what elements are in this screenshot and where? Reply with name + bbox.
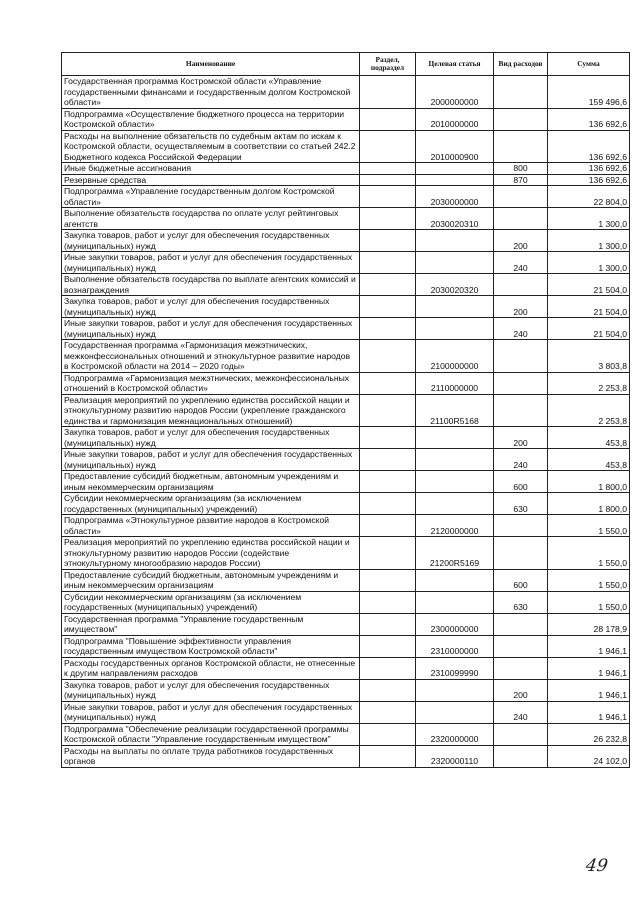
cell-name: Расходы на выплаты по оплате труда работников государственных органов (62, 745, 360, 767)
cell-name: Иные закупки товаров, работ и услуг для обеспечения государственных (муниципальных) нужд (62, 252, 360, 274)
cell-target-code (416, 679, 494, 701)
cell-expense-type (494, 130, 548, 163)
table-row (62, 613, 630, 635)
cell-target-code: 2030020320 (416, 274, 494, 296)
cell-section (360, 635, 416, 657)
cell-sum: 453,8 (548, 427, 630, 449)
cell-target-code (416, 230, 494, 252)
cell-expense-type (494, 745, 548, 767)
cell-section (360, 591, 416, 613)
table-row (62, 537, 630, 570)
cell-sum: 1 946,1 (548, 701, 630, 723)
cell-name: Государственная программа Костромской области «Управление государственными финансами и государственным долгом Костромской области» (62, 76, 360, 109)
cell-sum: 1 300,0 (548, 230, 630, 252)
table-row (62, 427, 630, 449)
cell-section (360, 76, 416, 109)
table-row (62, 449, 630, 471)
cell-section (360, 274, 416, 296)
cell-expense-type (494, 76, 548, 109)
cell-target-code (416, 174, 494, 186)
cell-expense-type (494, 635, 548, 657)
cell-expense-type (494, 613, 548, 635)
cell-expense-type (494, 208, 548, 230)
cell-expense-type (494, 657, 548, 679)
table-row (62, 515, 630, 537)
cell-target-code: 2320000110 (416, 745, 494, 767)
cell-target-code: 21100R5168 (416, 394, 494, 427)
cell-expense-type: 200 (494, 296, 548, 318)
table-row (62, 186, 630, 208)
table-row (62, 657, 630, 679)
cell-expense-type (494, 515, 548, 537)
cell-sum: 22 804,0 (548, 186, 630, 208)
cell-target-code (416, 471, 494, 493)
table-row (62, 274, 630, 296)
cell-expense-type (494, 108, 548, 130)
cell-section (360, 537, 416, 570)
cell-expense-type: 200 (494, 679, 548, 701)
cell-sum: 136 692,6 (548, 108, 630, 130)
cell-section (360, 130, 416, 163)
cell-sum: 1 946,1 (548, 635, 630, 657)
cell-target-code (416, 493, 494, 515)
cell-sum: 21 504,0 (548, 274, 630, 296)
cell-target-code (416, 569, 494, 591)
cell-sum: 1 946,1 (548, 679, 630, 701)
cell-name: Закупка товаров, работ и услуг для обеспечения государственных (муниципальных) нужд (62, 427, 360, 449)
cell-name: Выполнение обязательств государства по оплате услуг рейтинговых агентств (62, 208, 360, 230)
table-row (62, 493, 630, 515)
cell-section (360, 427, 416, 449)
cell-expense-type (494, 394, 548, 427)
cell-expense-type: 630 (494, 493, 548, 515)
cell-section (360, 613, 416, 635)
cell-section (360, 208, 416, 230)
cell-expense-type: 870 (494, 174, 548, 186)
cell-section (360, 108, 416, 130)
cell-sum: 26 232,8 (548, 723, 630, 745)
table-row (62, 635, 630, 657)
table-row (62, 394, 630, 427)
cell-target-code (416, 163, 494, 175)
table-row (62, 340, 630, 373)
cell-target-code: 2030000000 (416, 186, 494, 208)
cell-sum: 1 550,0 (548, 569, 630, 591)
cell-sum: 1 300,0 (548, 252, 630, 274)
cell-name: Расходы государственных органов Костромской области, не отнесенные к другим направлениям расходов (62, 657, 360, 679)
cell-name: Субсидии некоммерческим организациям (за исключением государственных (муниципальных) учреждений) (62, 493, 360, 515)
cell-name: Выполнение обязательств государства по выплате агентских комиссий и вознаграждения (62, 274, 360, 296)
cell-name: Реализация мероприятий по укреплению единства российской нации и этнокультурному развитию народов России (укрепление гражданского единства и гармонизация межнациональных отношений) (62, 394, 360, 427)
cell-name: Иные закупки товаров, работ и услуг для обеспечения государственных (муниципальных) нужд (62, 701, 360, 723)
cell-section (360, 318, 416, 340)
cell-name: Подпрограмма "Обеспечение реализации государственной программы Костромской области "Управление государственным имуществом" (62, 723, 360, 745)
table-row (62, 745, 630, 767)
table-body (62, 76, 630, 768)
table-row (62, 723, 630, 745)
cell-sum: 21 504,0 (548, 318, 630, 340)
cell-expense-type (494, 372, 548, 394)
cell-target-code: 2110000000 (416, 372, 494, 394)
cell-name: Закупка товаров, работ и услуг для обеспечения государственных (муниципальных) нужд (62, 679, 360, 701)
header-name: Наименование (62, 53, 360, 76)
header-target: Целевая статья (416, 53, 494, 76)
cell-name: Резервные средства (62, 174, 360, 186)
cell-sum: 2 253,8 (548, 394, 630, 427)
cell-target-code (416, 252, 494, 274)
cell-expense-type: 630 (494, 591, 548, 613)
cell-expense-type: 600 (494, 569, 548, 591)
cell-target-code: 2010000000 (416, 108, 494, 130)
cell-sum: 453,8 (548, 449, 630, 471)
cell-name: Государственная программа "Управление государственным имуществом" (62, 613, 360, 635)
cell-section (360, 372, 416, 394)
cell-section (360, 163, 416, 175)
cell-section (360, 657, 416, 679)
cell-name: Подпрограмма "Повышение эффективности управления государственным имуществом Костромской области" (62, 635, 360, 657)
table-row (62, 76, 630, 109)
cell-name: Расходы на выполнение обязательств по судебным актам по искам к Костромской области, осуществляемым в соответствии со статьей 242.2 Бюджетного кодекса Российской Федерации (62, 130, 360, 163)
cell-name: Подпрограмма «Управление государственным долгом Костромской области» (62, 186, 360, 208)
cell-section (360, 252, 416, 274)
budget-table (61, 52, 630, 768)
cell-name: Реализация мероприятий по укреплению единства российской нации и этнокультурному развитию народов России (содействие этнокультурному многообразию народов России) (62, 537, 360, 570)
cell-sum: 136 692,6 (548, 130, 630, 163)
cell-section (360, 296, 416, 318)
cell-name: Закупка товаров, работ и услуг для обеспечения государственных (муниципальных) нужд (62, 230, 360, 252)
cell-name: Подпрограмма «Этнокультурное развитие народов в Костромской области» (62, 515, 360, 537)
cell-expense-type (494, 537, 548, 570)
cell-sum: 1 550,0 (548, 537, 630, 570)
cell-expense-type (494, 340, 548, 373)
cell-expense-type: 240 (494, 318, 548, 340)
cell-name: Предоставление субсидий бюджетным, автономным учреждениям и иным некоммерческим организациям (62, 569, 360, 591)
table-row (62, 252, 630, 274)
cell-section (360, 394, 416, 427)
cell-target-code: 2030020310 (416, 208, 494, 230)
cell-target-code: 2310099990 (416, 657, 494, 679)
cell-name: Государственная программа «Гармонизация межэтнических, межконфессиональных отношений и этнокультурное развитие народов в Костромской области на 2014 – 2020 годы» (62, 340, 360, 373)
cell-sum: 1 946,1 (548, 657, 630, 679)
header-sum: Сумма (548, 53, 630, 76)
cell-sum: 159 496,6 (548, 76, 630, 109)
table-row (62, 130, 630, 163)
table-row (62, 296, 630, 318)
cell-expense-type: 600 (494, 471, 548, 493)
cell-sum: 21 504,0 (548, 296, 630, 318)
cell-section (360, 723, 416, 745)
cell-section (360, 174, 416, 186)
cell-name: Закупка товаров, работ и услуг для обеспечения государственных (муниципальных) нужд (62, 296, 360, 318)
cell-sum: 3 803,8 (548, 340, 630, 373)
cell-sum: 1 550,0 (548, 515, 630, 537)
cell-expense-type (494, 186, 548, 208)
table-row (62, 372, 630, 394)
cell-section (360, 230, 416, 252)
table-row (62, 108, 630, 130)
cell-section (360, 679, 416, 701)
cell-section (360, 449, 416, 471)
cell-target-code: 21200R5169 (416, 537, 494, 570)
cell-sum: 28 178,9 (548, 613, 630, 635)
cell-sum: 1 300,0 (548, 208, 630, 230)
table-header-row (62, 53, 630, 76)
cell-section (360, 471, 416, 493)
cell-target-code: 2300000000 (416, 613, 494, 635)
table-row (62, 591, 630, 613)
page-number: 49 (584, 856, 610, 876)
cell-sum: 24 102,0 (548, 745, 630, 767)
table-row (62, 471, 630, 493)
cell-name: Иные бюджетные ассигнования (62, 163, 360, 175)
cell-expense-type: 240 (494, 252, 548, 274)
table-row (62, 318, 630, 340)
cell-expense-type: 240 (494, 701, 548, 723)
cell-expense-type (494, 723, 548, 745)
header-section: Раздел, подраздел (360, 53, 416, 76)
cell-target-code: 2120000000 (416, 515, 494, 537)
cell-section (360, 745, 416, 767)
cell-name: Субсидии некоммерческим организациям (за исключением государственных (муниципальных) учреждений) (62, 591, 360, 613)
cell-expense-type (494, 274, 548, 296)
cell-sum: 1 550,0 (548, 591, 630, 613)
table-row (62, 569, 630, 591)
table-row (62, 679, 630, 701)
cell-name: Иные закупки товаров, работ и услуг для обеспечения государственных (муниципальных) нужд (62, 449, 360, 471)
cell-target-code (416, 449, 494, 471)
cell-name: Иные закупки товаров, работ и услуг для обеспечения государственных (муниципальных) нужд (62, 318, 360, 340)
cell-target-code (416, 318, 494, 340)
table-row (62, 163, 630, 175)
header-type: Вид расходов (494, 53, 548, 76)
cell-section (360, 186, 416, 208)
cell-sum: 1 800,0 (548, 493, 630, 515)
cell-name: Предоставление субсидий бюджетным, автономным учреждениям и иным некоммерческим организациям (62, 471, 360, 493)
table-row (62, 701, 630, 723)
cell-target-code (416, 591, 494, 613)
cell-target-code: 2010000900 (416, 130, 494, 163)
cell-target-code: 2000000000 (416, 76, 494, 109)
cell-expense-type: 200 (494, 427, 548, 449)
cell-sum: 1 800,0 (548, 471, 630, 493)
cell-expense-type: 800 (494, 163, 548, 175)
cell-target-code: 2310000000 (416, 635, 494, 657)
table-row (62, 174, 630, 186)
table-row (62, 208, 630, 230)
cell-sum: 136 692,6 (548, 174, 630, 186)
cell-target-code (416, 296, 494, 318)
cell-section (360, 493, 416, 515)
cell-target-code (416, 427, 494, 449)
cell-section (360, 515, 416, 537)
cell-target-code: 2100000000 (416, 340, 494, 373)
cell-sum: 2 253,8 (548, 372, 630, 394)
cell-expense-type: 200 (494, 230, 548, 252)
cell-name: Подпрограмма «Осуществление бюджетного процесса на территории Костромской области» (62, 108, 360, 130)
cell-target-code (416, 701, 494, 723)
cell-section (360, 340, 416, 373)
cell-section (360, 569, 416, 591)
cell-expense-type: 240 (494, 449, 548, 471)
cell-section (360, 701, 416, 723)
cell-name: Подпрограмма «Гармонизация межэтнических, межконфессиональных отношений в Костромской области» (62, 372, 360, 394)
cell-target-code: 2320000000 (416, 723, 494, 745)
table-row (62, 230, 630, 252)
cell-sum: 136 692,6 (548, 163, 630, 175)
